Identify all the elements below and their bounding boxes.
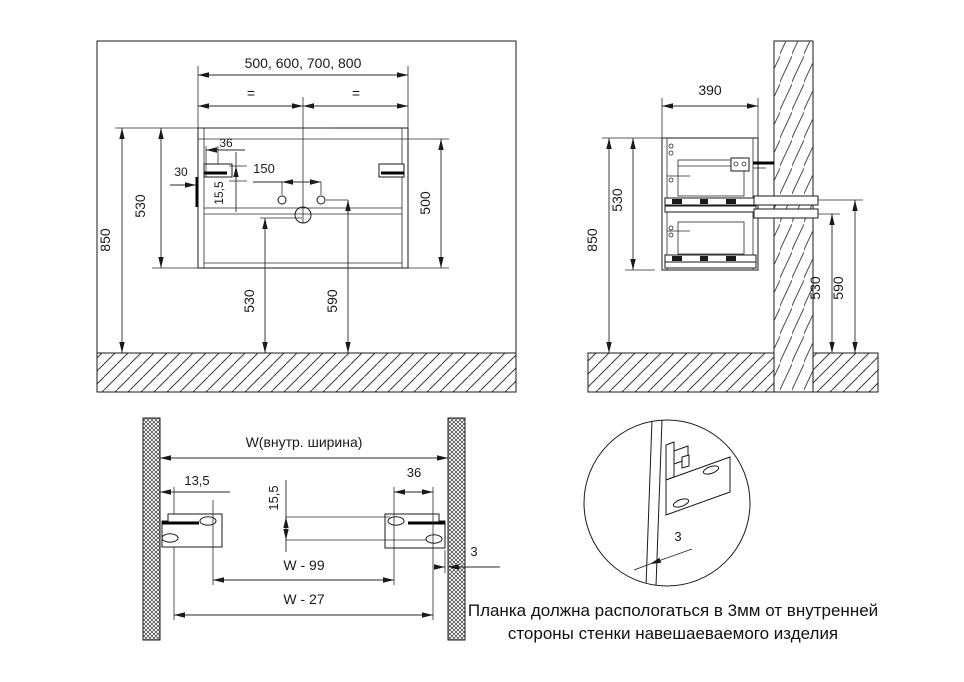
front-view: [97, 41, 516, 392]
dim-500-front: [408, 139, 449, 268]
dim-390-label: 390: [698, 82, 722, 98]
side-view: [584, 41, 878, 392]
dim-155-front-label: 15,5: [212, 181, 226, 205]
fixing-hole-right: [317, 196, 325, 204]
front-floor: [97, 353, 516, 392]
note-text: [468, 601, 878, 643]
dim-3-detail: [634, 529, 692, 570]
dim-36-front: [206, 136, 245, 164]
dim-530-floor-label: 530: [241, 289, 257, 313]
detail-circle-view: [584, 420, 750, 586]
dim-530-side: [609, 138, 655, 270]
panel-edge-outer: [646, 420, 652, 586]
dim-155-layout-label: 15,5: [266, 485, 281, 511]
dim-590-pipe: [818, 200, 863, 353]
dim-3-detail-label: 3: [674, 529, 682, 544]
dim-36-front-label: 36: [219, 136, 233, 150]
dim-590-floor-label: 590: [324, 289, 340, 313]
dim-width-series-label: 500, 600, 700, 800: [244, 55, 362, 71]
dim-530-front-label: 530: [132, 194, 148, 218]
dim-850-side-label: 850: [584, 228, 600, 252]
cabinet-front: [197, 97, 408, 268]
dim-590-pipe-label: 590: [830, 276, 846, 300]
dim-w27-label: W - 27: [283, 591, 325, 607]
side-floor: [588, 353, 878, 392]
dim-850-front: [97, 128, 122, 353]
front-right-bracket: [379, 164, 404, 177]
dim-36-layout-label: 36: [406, 465, 422, 480]
dim-390-side: [662, 82, 758, 138]
dim-155-front: [212, 152, 247, 212]
dim-equal-left: =: [246, 85, 256, 101]
bracket-layout-view: [143, 418, 500, 640]
detail-bracket-3d: [666, 442, 730, 515]
dim-500-front-label: 500: [417, 191, 433, 215]
dim-3-layout: [436, 544, 500, 573]
dim-150-front-label: 150: [253, 161, 275, 176]
note-line-2: стороны стенки навешаеваемого изделия: [507, 624, 839, 643]
fixing-hole-left: [278, 196, 286, 204]
front-left-bracket: [204, 164, 232, 177]
dim-equal-right: =: [351, 85, 361, 101]
dim-3-layout-label: 3: [470, 544, 478, 559]
note-line-1: Планка должна распологаться в 3мм от внутренней: [467, 601, 879, 620]
dim-w99: [213, 500, 394, 585]
dim-850-side: [584, 138, 664, 353]
dim-530-floor-front: [241, 218, 302, 353]
dim-30-front: [170, 165, 196, 185]
dim-530-pipe-label: 530: [807, 276, 823, 300]
layout-right-wall: [448, 418, 465, 640]
layout-left-wall: [143, 418, 160, 640]
dim-w99-label: W - 99: [283, 557, 325, 573]
dim-w27: [174, 591, 433, 615]
dim-w-internal-label: W(внутр. ширина): [245, 434, 363, 450]
front-room-outline: [97, 41, 516, 392]
dim-135-label: 13,5: [184, 473, 210, 488]
dim-w-internal: [160, 434, 448, 458]
dim-530-side-label: 530: [609, 188, 625, 212]
dim-30-front-label: 30: [174, 165, 188, 179]
dim-590-floor-front: [324, 200, 348, 353]
dim-850-front-label: 850: [97, 228, 113, 252]
dim-150-front: [253, 161, 321, 195]
